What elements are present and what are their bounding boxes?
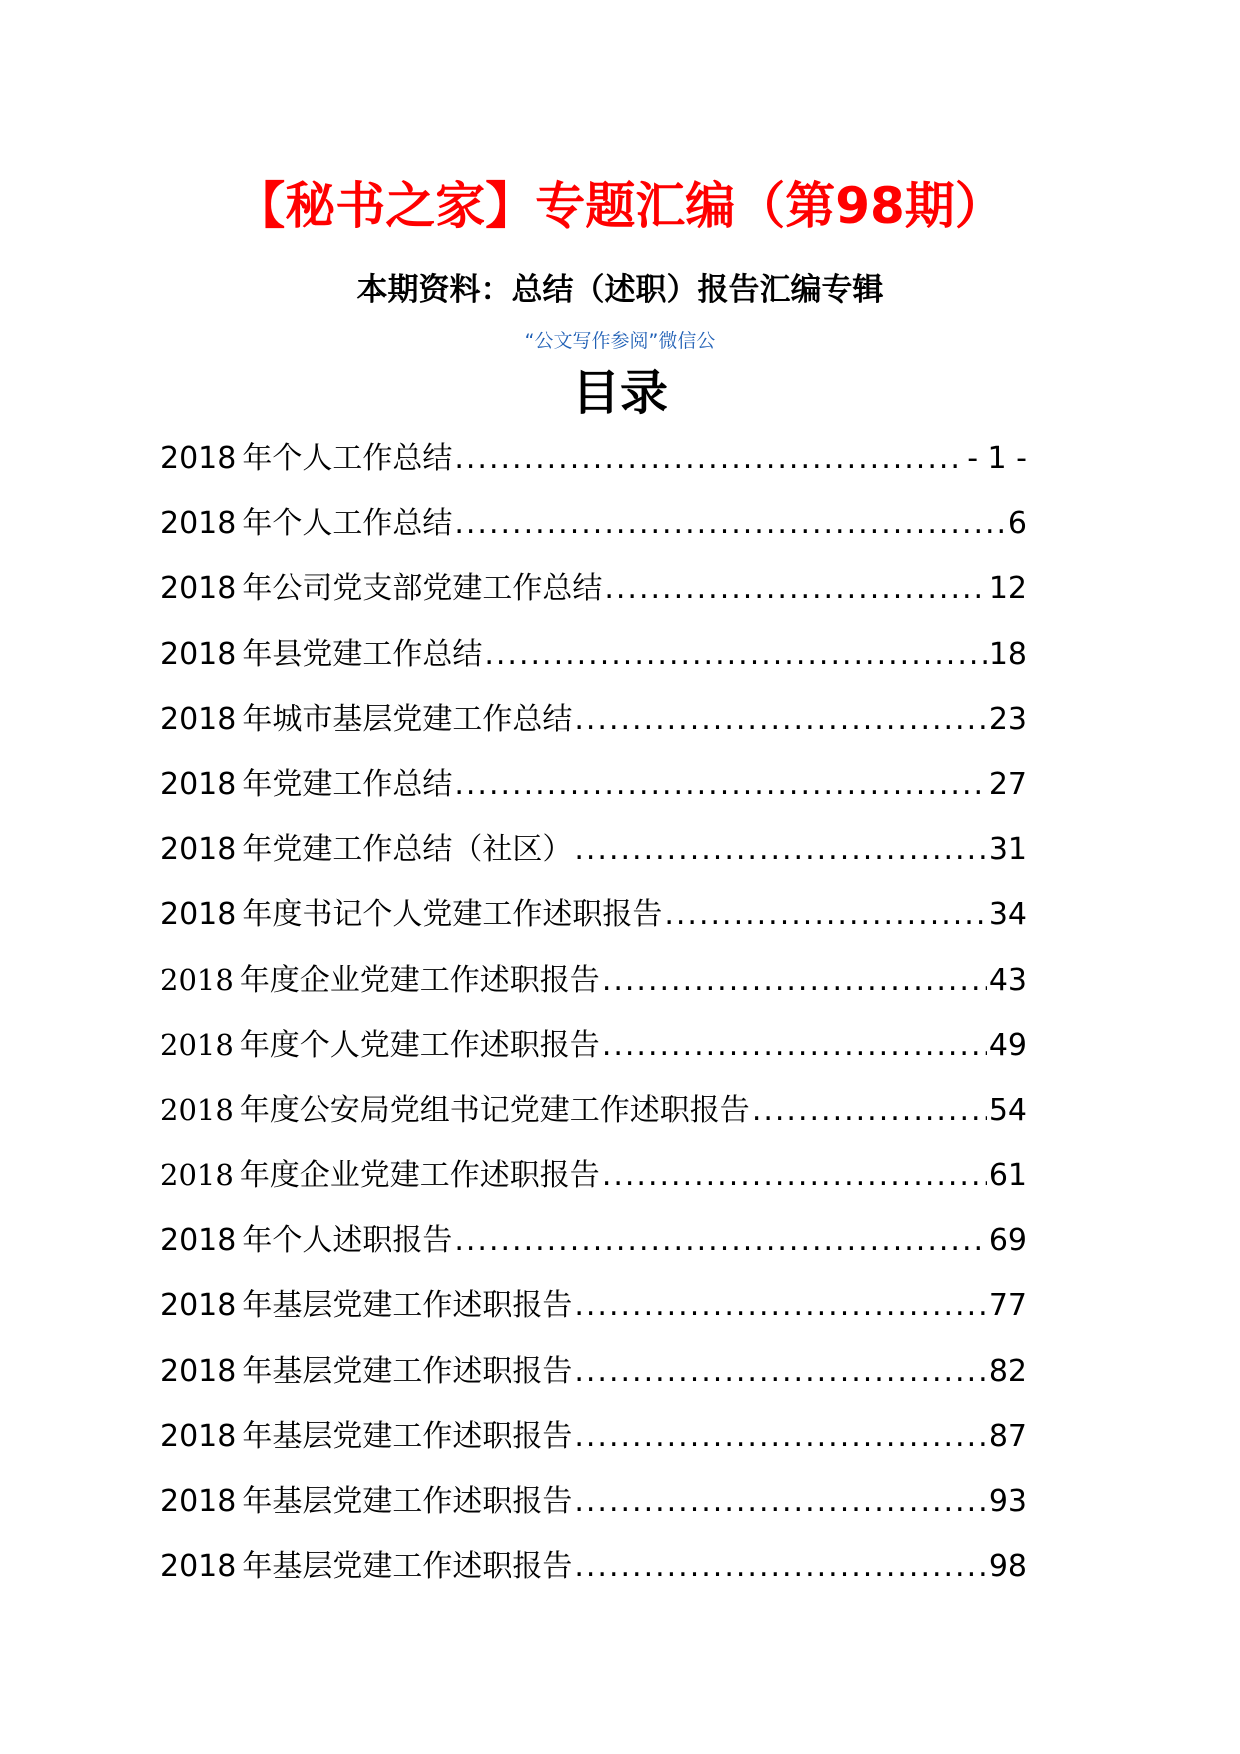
toc-entry[interactable]	[160, 1143, 1027, 1208]
toc-entry[interactable]	[160, 948, 1027, 1013]
toc-entry-title	[160, 1404, 572, 1469]
toc-entry-year: 2018	[160, 441, 237, 476]
toc-entry-page: 12	[988, 571, 1027, 607]
toc-entry-page: 61	[988, 1158, 1027, 1194]
toc-entry[interactable]	[160, 491, 1027, 556]
toc-entry-title	[160, 1273, 572, 1338]
toc-entry-text: 年基层党建工作述职报告	[242, 1549, 573, 1585]
toc-entry-text: 年个人工作总结	[242, 506, 453, 542]
toc-entry-page: 43	[988, 962, 1027, 998]
toc-entry-page: 82	[988, 1353, 1027, 1389]
toc-entry-text: 年基层党建工作述职报告	[242, 1353, 573, 1389]
toc-entry-title	[160, 1339, 572, 1404]
toc-leader-dots	[454, 752, 986, 817]
toc-leader-dots	[454, 491, 1006, 556]
toc-entry-text: 年个人述职报告	[242, 1223, 453, 1259]
toc-entry-title	[160, 622, 482, 687]
toc-entry-title	[160, 1469, 572, 1534]
toc-leader-dots	[574, 1273, 986, 1338]
toc-entry-text: 年度企业党建工作述职报告	[239, 1158, 600, 1194]
toc-entry[interactable]	[160, 1339, 1027, 1404]
toc-leader-dots	[454, 426, 965, 491]
toc-entry-text: 年度书记个人党建工作述职报告	[242, 897, 663, 933]
toc-entry-text: 年基层党建工作述职报告	[242, 1418, 573, 1454]
toc-entry-title	[160, 882, 662, 947]
toc-leader-dots	[574, 1404, 986, 1469]
toc-entry[interactable]	[160, 1013, 1027, 1078]
toc-entry-page: 34	[988, 897, 1027, 933]
toc-entry-year: 2018	[160, 1027, 234, 1062]
document-title: 【秘书之家】专题汇编（第98期）	[235, 177, 1005, 235]
toc-entry-year: 2018	[160, 1484, 237, 1519]
toc-leader-dots	[574, 1469, 986, 1534]
toc-entry-text: 年个人工作总结	[242, 441, 453, 476]
toc-entry-title	[160, 491, 452, 556]
toc-entry-page: 18	[988, 636, 1027, 672]
toc-entry-page: 93	[988, 1484, 1027, 1519]
toc-entry-page: 6	[1007, 506, 1027, 542]
toc-entry[interactable]	[160, 1078, 1027, 1143]
toc-entry[interactable]	[160, 817, 1027, 882]
toc-entry-text: 年城市基层党建工作总结	[242, 701, 573, 737]
toc-leader-dots	[752, 1078, 987, 1143]
toc-entry-text: 年党建工作总结（社区）	[242, 832, 573, 868]
toc-entry-year: 2018	[160, 571, 237, 607]
source-note: “公文写作参阅”微信公	[524, 330, 716, 352]
toc-entry-title	[160, 1078, 750, 1143]
toc-entry-year: 2018	[160, 962, 234, 997]
toc-entry-text: 年度个人党建工作述职报告	[239, 1027, 600, 1063]
toc-leader-dots	[574, 817, 986, 882]
toc-entry-title	[160, 556, 602, 621]
toc-entry-page: 98	[988, 1549, 1027, 1585]
toc-entry-text: 年度企业党建工作述职报告	[239, 962, 600, 998]
toc-leader-dots	[454, 1208, 986, 1273]
toc-leader-dots	[574, 1339, 986, 1404]
toc-entry-text: 年度公安局党组书记党建工作述职报告	[239, 1092, 750, 1128]
toc-entry[interactable]	[160, 1273, 1027, 1338]
toc-entry-page: 77	[988, 1288, 1027, 1324]
toc-entry[interactable]	[160, 1208, 1027, 1273]
toc-entry-page: 54	[988, 1092, 1027, 1128]
toc-leader-dots	[602, 1013, 987, 1078]
toc-entry-year: 2018	[160, 1158, 234, 1193]
toc-entry-text: 年基层党建工作述职报告	[242, 1484, 573, 1519]
toc-entry-text: 年公司党支部党建工作总结	[242, 571, 603, 607]
toc-entry-year: 2018	[160, 636, 237, 672]
toc-entry-page: 87	[988, 1418, 1027, 1454]
table-of-contents	[160, 426, 1027, 1599]
toc-entry-page: 27	[988, 766, 1027, 802]
toc-entry-year: 2018	[160, 766, 237, 802]
toc-entry-title	[160, 1143, 600, 1208]
toc-entry-year: 2018	[160, 897, 237, 933]
toc-entry[interactable]	[160, 1534, 1027, 1599]
toc-entry[interactable]	[160, 687, 1027, 752]
toc-entry-title	[160, 426, 452, 491]
toc-leader-dots	[574, 687, 986, 752]
toc-heading: 目录	[571, 365, 668, 421]
toc-entry-text: 年基层党建工作述职报告	[242, 1288, 573, 1324]
toc-entry-page: 69	[988, 1223, 1027, 1259]
toc-entry[interactable]	[160, 882, 1027, 947]
toc-entry-page: 49	[988, 1027, 1027, 1063]
toc-entry-title	[160, 948, 600, 1013]
toc-entry[interactable]	[160, 426, 1027, 491]
toc-entry-title	[160, 1013, 600, 1078]
toc-entry[interactable]	[160, 622, 1027, 687]
toc-entry-title	[160, 687, 572, 752]
toc-entry[interactable]	[160, 1469, 1027, 1534]
toc-leader-dots	[664, 882, 986, 947]
toc-entry-year: 2018	[160, 701, 237, 737]
toc-entry-year: 2018	[160, 1223, 237, 1259]
toc-entry-page: 23	[988, 701, 1027, 737]
toc-entry-year: 2018	[160, 1353, 237, 1389]
toc-leader-dots	[484, 622, 986, 687]
toc-entry-year: 2018	[160, 1092, 234, 1127]
document-subtitle: 本期资料：总结（述职）报告汇编专辑	[356, 272, 884, 308]
toc-entry-year: 2018	[160, 832, 237, 868]
toc-leader-dots	[604, 556, 986, 621]
toc-entry-year: 2018	[160, 1549, 237, 1585]
toc-entry-year: 2018	[160, 1288, 237, 1324]
toc-leader-dots	[602, 948, 987, 1013]
toc-entry-page: 31	[988, 832, 1027, 868]
toc-entry-text: 年党建工作总结	[242, 766, 453, 802]
toc-entry[interactable]	[160, 556, 1027, 621]
toc-entry-title	[160, 1208, 452, 1273]
toc-leader-dots	[602, 1143, 987, 1208]
toc-entry[interactable]	[160, 752, 1027, 817]
toc-entry-title	[160, 752, 452, 817]
toc-entry-year: 2018	[160, 506, 237, 542]
toc-leader-dots	[574, 1534, 986, 1599]
toc-entry-page: - 1 -	[967, 441, 1027, 476]
toc-entry[interactable]	[160, 1404, 1027, 1469]
toc-entry-text: 年县党建工作总结	[242, 636, 483, 672]
toc-entry-title	[160, 817, 572, 882]
toc-entry-title	[160, 1534, 572, 1599]
toc-entry-year: 2018	[160, 1418, 237, 1454]
